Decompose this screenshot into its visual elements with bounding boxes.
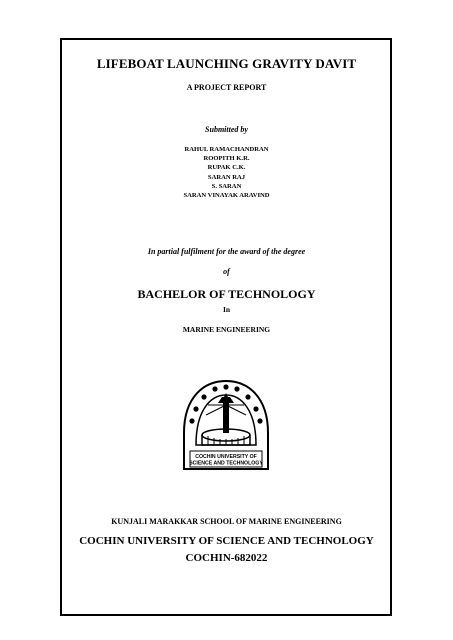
city-postcode: COCHIN-682022 [185,552,268,564]
partial-fulfilment-text: In partial fulfilment for the award of the degree [147,247,306,256]
author-list [0,145,453,200]
author-name: S. SARAN [211,182,242,190]
of-text: of [223,267,230,276]
emblem-label-line2: SCIENCE AND TECHNOLOGY [189,460,263,467]
school-name: KUNJALI MARAKKAR SCHOOL OF MARINE ENGINEERING [111,517,342,526]
author-name: SARAN RAJ [207,173,246,181]
submitted-by-label: Submitted by [205,125,248,134]
emblem-label-line1: COCHIN UNIVERSITY OF [195,454,257,460]
degree-name: BACHELOR OF TECHNOLOGY [137,287,316,301]
report-subtitle: A PROJECT REPORT [186,83,267,92]
branch-name: MARINE ENGINEERING [182,325,271,334]
author-name: RUPAK C.K. [207,164,246,172]
author-name: SARAN VINAYAK ARAVIND [183,191,270,199]
in-text: In [222,305,231,314]
author-name: RAHUL RAMACHANDRAN [184,146,269,153]
report-title: LIFEBOAT LAUNCHING GRAVITY DAVIT [96,56,357,71]
author-name: ROOPITH K.R. [203,155,250,163]
university-name: COCHIN UNIVERSITY OF SCIENCE AND TECHNOLOGY [79,535,374,547]
university-emblem-icon [178,375,274,471]
